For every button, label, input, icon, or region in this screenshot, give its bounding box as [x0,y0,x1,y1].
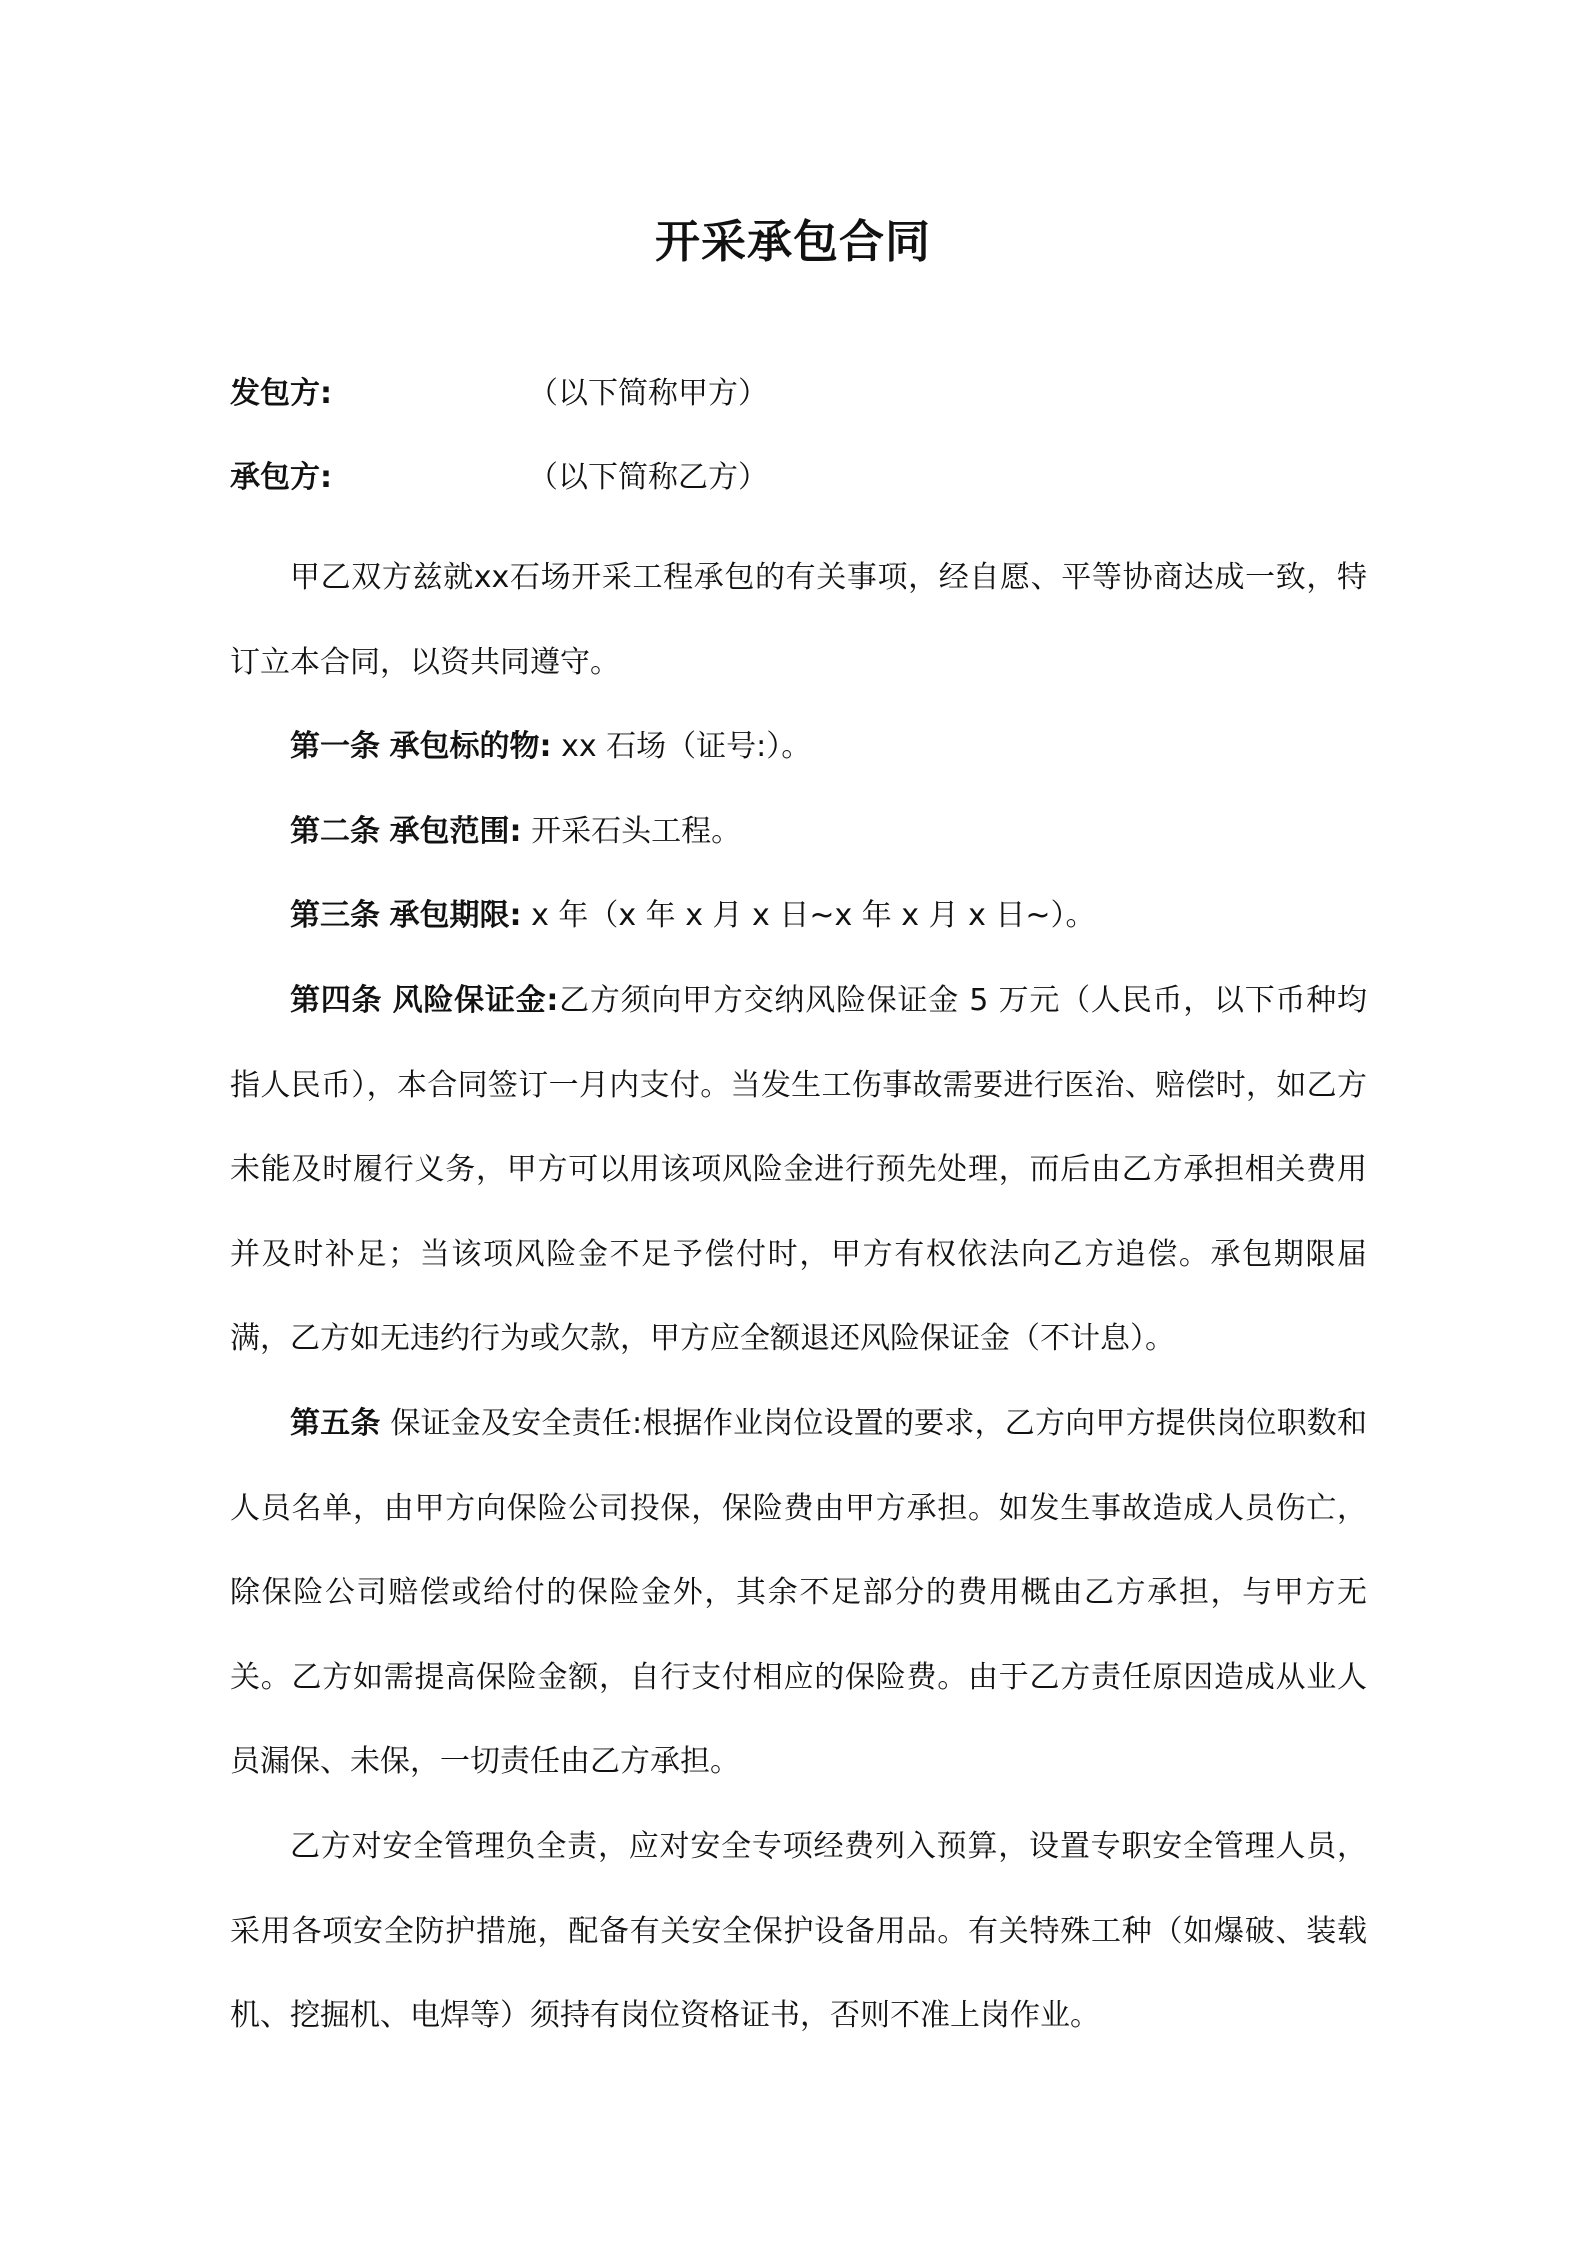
article-5 [230,1382,1367,1805]
article-4 [230,959,1367,1382]
party-a-label: 发包方: [230,376,332,411]
document-title: 开采承包合同 [654,215,931,268]
article-2-number: 第二条 [290,813,380,849]
contract-body [230,536,1367,2059]
party-a-note: （以下简称甲方） [528,376,768,411]
intro-paragraph: 甲乙双方兹就xx石场开采工程承包的有关事项，经自愿、平等协商达成一致，特订立本合同，以资共同遵守。 [230,560,1367,680]
party-b-label: 承包方: [230,460,332,495]
article-3-number: 第三条 [290,898,380,934]
closing-paragraph: 乙方对安全管理负全责，应对安全专项经费列入预算，设置专职安全管理人员，采用各项安全防护措施，配备有关安全保护设备用品。有关特殊工种（如爆破、装载机、挖掘机、电焊等）须持有岗位资格证书，否则不准上岗作业。 [230,1828,1367,2034]
article-4-text: 乙方须向甲方交纳风险保证金 5 万元（人民币，以下币种均指人民币），本合同签订一月内支付。当发生工伤事故需要进行医治、赔偿时，如乙方未能及时履行义务，甲方可以用该项风险金进行预先处理，而后由乙方承担相关费用并及时补足；当该项风险金不足予偿付时，甲方有权依法向乙方追偿。承包期限届满，乙方如无违约行为或欠款，甲方应全额退还风险保证金（不计息）。 [230,982,1367,1357]
article-5-text: 根据作业岗位设置的要求，乙方向甲方提供岗位职数和人员名单，由甲方向保险公司投保，保险费由甲方承担。如发生事故造成人员伤亡，除保险公司赔偿或给付的保险金外，其余不足部分的费用概由乙方承担，与甲方无关。乙方如需提高保险金额，自行支付相应的保险费。由于乙方责任原因造成从业人员漏保、未保，一切责任由乙方承担。 [230,1405,1368,1780]
party-b-line [230,458,768,498]
article-3 [230,874,1367,959]
article-5-number: 第五条 [290,1405,381,1441]
article-4-number: 第四条 [290,982,383,1018]
article-2 [230,790,1367,875]
article-3-heading: 承包期限: [389,898,522,934]
article-3-text: x 年（x 年 x 月 x 日~x 年 x 月 x 日~）。 [531,898,1096,934]
article-1-heading: 承包标的物: [389,729,552,765]
article-1-text: xx 石场（证号:）。 [561,729,812,765]
article-2-heading: 承包范围: [389,813,522,849]
party-a-line [230,374,768,414]
article-4-heading: 风险保证金: [392,982,559,1018]
article-1 [230,705,1367,790]
article-2-text: 开采石头工程。 [531,813,742,849]
article-5-heading: 保证金及安全责任: [390,1405,643,1441]
article-1-number: 第一条 [290,729,380,765]
party-b-note: （以下简称乙方） [528,460,768,495]
